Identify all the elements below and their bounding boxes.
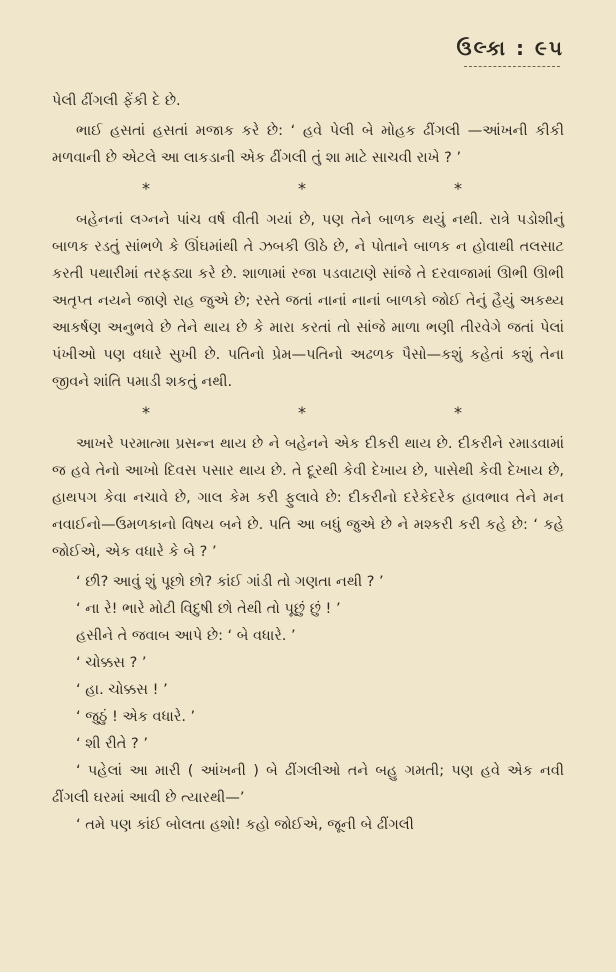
- paragraph: આખરે પરમાત્મા પ્રસન્ન થાય છે ને બહેનને એક દીકરી થાય છે. દીકરીને રમાડવામાં જ હવે તેનો આખો દિવસ પસાર થાય છે. તે દૂરથી કેવી દેખાય છે, પાસેથી કેવી દેખાય છે, હાથપગ કેવા નચાવે છે, ગાલ કેમ કરી ફુલાવે છે: દીકરીનો દરેકેદરેક હાવભાવ તેને મન નવાઈનો—ઉમળકાનો વિષય બને છે. પતિ આ બધું જુએ છે ને મશ્કરી કરી કહે છે: ‘ કહે જોઈએ, એક વધારે કે બે ? ’: [52, 436, 564, 560]
- page-header: ઉલ્કા : ૯૫: [456, 36, 564, 60]
- separator-star: *: [298, 403, 306, 422]
- separator-star: *: [454, 403, 462, 422]
- paragraph: ભાઈ હસતાં હસતાં મજાક કરે છે: ‘ હવે પેલી બે મોહક ઢીંગલી —આંખની કીકી મળવાની છે એટલે આ લાકડાની એક ઢીંગલી તું શા માટે સાચવી રાખે ? ’: [52, 123, 564, 166]
- dialogue-line: હસીને તે જવાબ આપે છે: ‘ બે વધારે. ’: [76, 628, 296, 644]
- section-separator: [142, 399, 462, 427]
- dialogue-line: ‘ તમે પણ કાંઈ બોલતા હશો! કહો જોઈએ, જૂની બે ઢીંગલી: [76, 817, 414, 833]
- separator-star: *: [454, 179, 462, 198]
- section-separator: [142, 175, 462, 203]
- dialogue-line: ‘ હા. ચોક્કસ ! ’: [76, 682, 168, 698]
- separator-star: *: [142, 179, 150, 198]
- dialogue-line: ‘ પહેલાં આ મારી ( આંખની ) બે ઢીંગલીઓ તને બહુ ગમતી; પણ હવે એક નવી ઢીંગલી ઘરમાં આવી છે ત્યારથી—’: [52, 763, 564, 806]
- dialogue-line: ‘ જુઠું ! એક વધારે. ’: [76, 709, 196, 725]
- dialogue-line: ‘ છી? આવું શું પૂછો છો? કાંઈ ગાંડી તો ગણતા નથી ? ’: [76, 574, 384, 590]
- separator-star: *: [142, 403, 150, 422]
- dialogue-line: ‘ શી રીતે ? ’: [76, 736, 148, 752]
- dialogue-line: ‘ ના રે! ભારે મોટી વિદુષી છો તેથી તો પૂછું છું ! ’: [76, 601, 341, 617]
- dialogue-line: ‘ ચોક્કસ ? ’: [76, 655, 147, 671]
- paragraph: પેલી ઢીંગલી ફેંકી દે છે.: [52, 93, 181, 109]
- page-body: [52, 88, 564, 839]
- header-underline: [464, 66, 560, 67]
- paragraph: બહેનનાં લગ્નને પાંચ વર્ષ વીતી ગયાં છે, પણ તેને બાળક થયું નથી. રાત્રે પડોશીનું બાળક રડતું સાંભળે કે ઊંઘમાંથી તે ઝબકી ઊઠે છે, ને પોતાને બાળક ન હોવાથી તલસાટ કરતી પથારીમાં તરફડ્યા કરે છે. શાળામાં રજા પડવાટાણે સાંજે તે દરવાજામાં ઊભી ઊભી અતૃપ્ત નયને જાણે રાહ જુએ છે; રસ્તે જતાં નાનાં નાનાં બાળકો જોઈ તેનું હૈયું અકથ્ય આકર્ષણ અનુભવે છે તેને થાય છે કે મારા કરતાં તો સાંજે માળા ભણી તીરવેગે જતાં પેલાં પંખીઓ પણ વધારે સુખી છે. પતિનો પ્રેમ—પતિનો અઢળક પૈસો—કશું કહેતાં કશું તેના જીવને શાંતિ પમાડી શકતું નથી.: [52, 212, 564, 390]
- separator-star: *: [298, 179, 306, 198]
